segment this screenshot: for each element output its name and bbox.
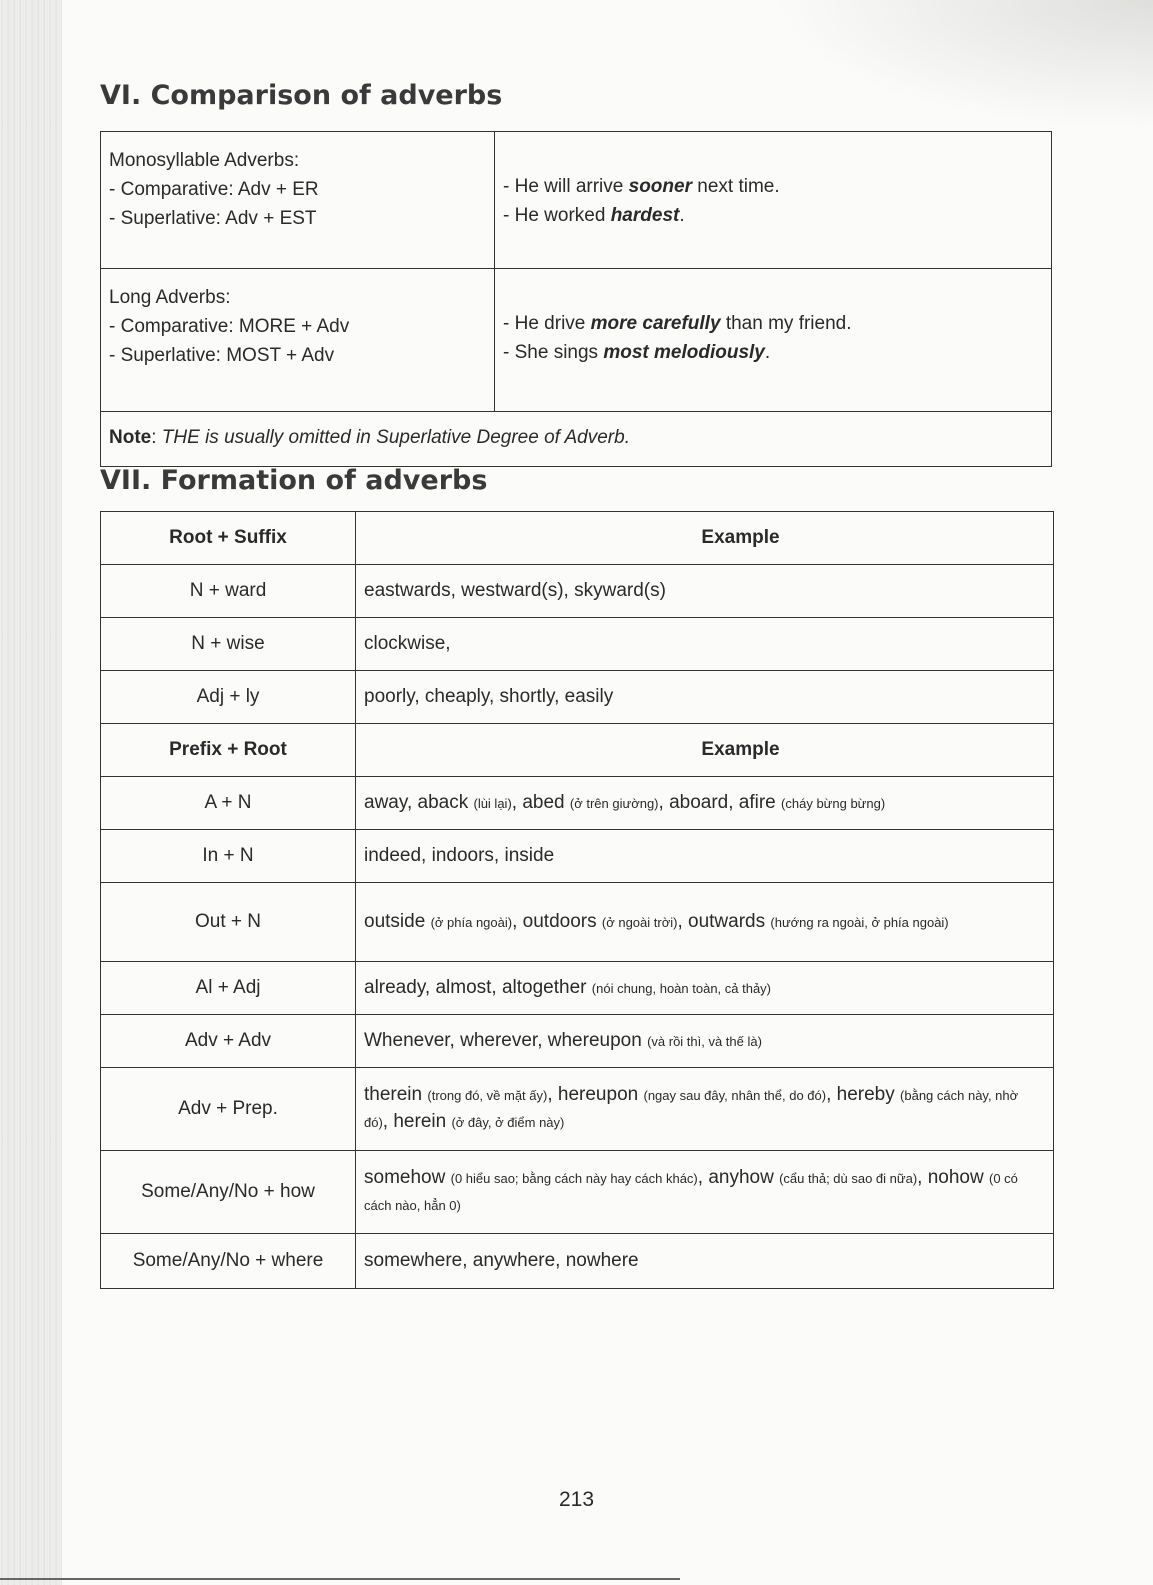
example-cell: clockwise,	[356, 618, 1054, 671]
column-header: Root + Suffix	[101, 512, 356, 565]
note-label: Note	[109, 427, 152, 448]
example-cell: poorly, cheaply, shortly, easily	[356, 671, 1054, 724]
example-adverb: most melodiously	[603, 342, 765, 363]
example-cell	[495, 132, 1052, 269]
rule-line: - Comparative: Adv + ER	[109, 179, 319, 200]
table-row	[101, 132, 1052, 269]
vietnamese-gloss: (hướng ra ngoài, ở phía ngoài)	[770, 914, 949, 930]
vietnamese-gloss: (0 hiểu sao; bằng cách này hay cách khác)	[450, 1171, 698, 1186]
vietnamese-gloss: (ngay sau đây, nhân thể, do đó)	[643, 1088, 827, 1103]
rule-line: - Comparative: MORE + Adv	[109, 316, 350, 337]
example-adverb: hardest	[610, 205, 680, 226]
formation-table	[100, 511, 1054, 1289]
example-cell: Whenever, wherever, whereupon (và rồi thì, và thế là)	[356, 1015, 1054, 1068]
vietnamese-gloss: (và rồi thì, và thế là)	[647, 1033, 762, 1049]
table-row	[101, 883, 1054, 962]
example-cell: outside (ở phía ngoài), outdoors (ở ngoài trời), outwards (hướng ra ngoài, ở phía ngoài)	[356, 883, 1054, 962]
example-cell: eastwards, westward(s), skyward(s)	[356, 565, 1054, 618]
table-row	[101, 671, 1054, 724]
vietnamese-gloss: (0 có cách nào, hẳn 0)	[364, 1171, 1018, 1213]
section-7-title: VII. Formation of adverbs	[100, 465, 488, 496]
root-cell: N + wise	[101, 618, 356, 671]
example-adverb: sooner	[628, 176, 692, 197]
column-header: Example	[356, 724, 1054, 777]
table-row	[101, 565, 1054, 618]
rule-heading: Monosyllable Adverbs:	[109, 150, 300, 171]
root-cell: Some/Any/No + how	[101, 1151, 356, 1234]
example-cell: therein (trong đó, về mặt ấy), hereupon (ngay sau đây, nhân thể, do đó), hereby (bằng cách này, nhờ đó), herein (ở đây, ở điểm này)	[356, 1068, 1054, 1151]
example-cell: somewhere, anywhere, nowhere	[356, 1234, 1054, 1289]
example-cell: away, aback (lùi lại), abed (ở trên giường), aboard, afire (cháy bừng bừng)	[356, 777, 1054, 830]
table-row	[101, 1068, 1054, 1151]
vietnamese-gloss: (nói chung, hoàn toàn, cả thảy)	[591, 980, 772, 996]
example-cell: already, almost, altogether (nói chung, hoàn toàn, cả thảy)	[356, 962, 1054, 1015]
example-cell: somehow (0 hiểu sao; bằng cách này hay cách khác), anyhow (cẩu thả; dù sao đi nữa), nohow (0 có cách nào, hẳn 0)	[356, 1151, 1054, 1234]
vietnamese-gloss: (ở trên giường)	[569, 795, 659, 811]
table-row	[101, 777, 1054, 830]
rule-line: - Superlative: MOST + Adv	[109, 345, 335, 366]
vietnamese-gloss: (ở đây, ở điểm này)	[451, 1115, 565, 1130]
vietnamese-gloss: (cháy bừng bừng)	[781, 795, 886, 811]
table-row	[101, 962, 1054, 1015]
page-number: 213	[558, 1488, 595, 1511]
rule-heading: Long Adverbs:	[109, 287, 231, 308]
root-cell: A + N	[101, 777, 356, 830]
root-cell: Adj + ly	[101, 671, 356, 724]
rule-cell	[101, 132, 495, 269]
vietnamese-gloss: (ở ngoài trời)	[601, 914, 678, 930]
root-cell: In + N	[101, 830, 356, 883]
root-cell: N + ward	[101, 565, 356, 618]
scan-corner-shadow	[773, 0, 1153, 130]
book-binding-shadow	[0, 0, 62, 1585]
example-cell: indeed, indoors, inside	[356, 830, 1054, 883]
root-cell: Al + Adj	[101, 962, 356, 1015]
table-header-row	[101, 724, 1054, 777]
table-row	[101, 1151, 1054, 1234]
table-row	[101, 1015, 1054, 1068]
vietnamese-gloss: (trong đó, về mặt ấy)	[427, 1088, 548, 1103]
table-row	[101, 830, 1054, 883]
example-line: - She sings most melodiously.	[503, 342, 771, 363]
root-cell: Adv + Adv	[101, 1015, 356, 1068]
vietnamese-gloss: (lùi lại)	[473, 795, 512, 811]
root-cell: Out + N	[101, 883, 356, 962]
note-text: THE is usually omitted in Superlative Degree of Adverb.	[161, 427, 630, 448]
note-cell: Note: THE is usually omitted in Superlative Degree of Adverb.	[101, 412, 1052, 467]
note-row	[101, 412, 1052, 467]
example-cell	[495, 269, 1052, 412]
column-header: Prefix + Root	[101, 724, 356, 777]
rule-cell	[101, 269, 495, 412]
example-line: - He will arrive sooner next time.	[503, 176, 780, 197]
root-cell: Adv + Prep.	[101, 1068, 356, 1151]
table-row	[101, 618, 1054, 671]
root-cell: Some/Any/No + where	[101, 1234, 356, 1289]
bottom-divider	[0, 1578, 680, 1580]
vietnamese-gloss: (cẩu thả; dù sao đi nữa)	[779, 1171, 918, 1186]
example-line: - He drive more carefully than my friend.	[503, 313, 852, 334]
column-header: Example	[356, 512, 1054, 565]
rule-line: - Superlative: Adv + EST	[109, 208, 317, 229]
table-row	[101, 1234, 1054, 1289]
example-adverb: more carefully	[590, 313, 721, 334]
table-row	[101, 269, 1052, 412]
table-header-row	[101, 512, 1054, 565]
example-line: - He worked hardest.	[503, 205, 685, 226]
comparison-table	[100, 131, 1052, 467]
vietnamese-gloss: (bằng cách này, nhờ đó)	[364, 1088, 1019, 1130]
section-6-title: VI. Comparison of adverbs	[100, 80, 503, 111]
vietnamese-gloss: (ở phía ngoài)	[430, 914, 513, 930]
